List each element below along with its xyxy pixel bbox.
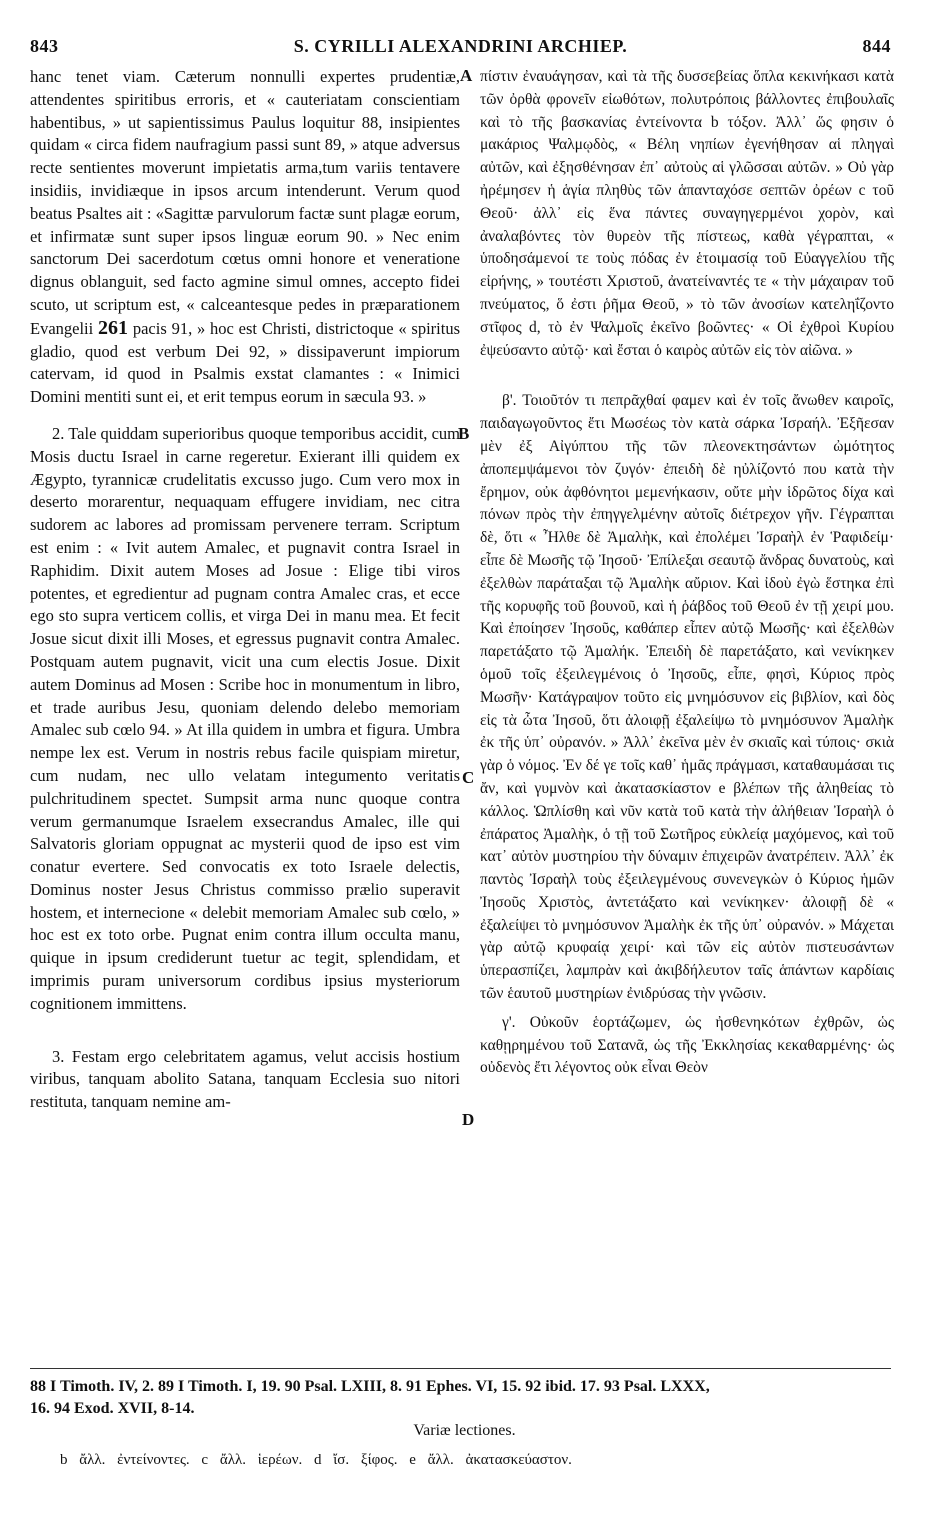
greek-paragraph-2: β'. Τοιοῦτόν τι πεπρᾶχθαί φαμεν καὶ ἐν τοῖς ἄνωθεν καιροῖς, παιδαγωγοῦντος ἔτι Μωσέως τὸν κατὰ σάρκα Ἰσραήλ. Ἐξῆεσαν μὲν ἐξ Αἰγύπτου τῆς τῶν πλεονεκτησάντων ὠμότητος ἀποπεμψάμενοι τὸν ζυγόν· ἐπειδὴ δὲ ηὐλίζοντό που κατὰ τὴν ἔρημον, οὐκ ἀφθόνητοι μεμενήκασιν, οὔτε μὴν ἱδρῶτος δίχα καὶ πόνων πρὸς τὴν ἐπηγγελμένην αὐτοῖς διέτρεχον γῆν. Γέγραπται δὲ, ὅτι « Ἦλθε δὲ Ἀμαλὴκ, καὶ ἐπολέμει Ἰσραὴλ ἐν Ῥαφιδείμ· εἶπε δὲ Μωσῆς τῷ Ἰησοῦ· Ἐπίλεξαι σεαυτῷ ἄνδρας δυνατοὺς, καὶ ἐξελθὼν παράταξαι τῷ Ἀμαλὴκ αὔριον. Καὶ ἰδοὺ ἐγὼ ἕστηκα ἐπὶ τῆς κορυφῆς τοῦ βουνοῦ, καὶ ἡ ῥάβδος τοῦ Θεοῦ ἐν τῇ χειρί μου. Καὶ ἐποίησεν Ἰησοῦς, καθάπερ εἶπεν αὐτῷ Μωσῆς· καὶ ἐξελθὼν παρετάξατο τῷ Ἀμαλήκ. Ἐπειδὴ δὲ παρετάξατο, καὶ νενίκηκεν ὁμοῦ τοῖς ἐξειλεγμένοις ὁ Ἰησοῦς, εἶπε, φησὶ, Κύριος πρὸς Μωσῆν· Κατάγραψον τοῦτο εἰς μνημόσυνον εἰς βιβλίον, καὶ δὸς εἰς τὰ ὦτα Ἰησοῦ, ὅτι ἀλοιφῇ ἐξαλείψω τὸ μνημόσυνον Ἀμαλὴκ ἐκ τῆς ὑπ᾽ οὐρανόν. » Ἀλλ᾽ ἐκεῖνα μὲν ἐν σκιαῖς καὶ τύποις· σκιὰ γὰρ ὁ νόμος. Ἐν δέ γε τοῖς καθ᾽ ἡμᾶς πράγμασι, καταθαυμάσαι τις ἄν, καὶ γυμνὸν καὶ ἀκατασκίαστον e βλέπων τῆς ἀληθείας τὸ κάλλος. Ὡπλίσθη καὶ νῦν κατὰ τοῦ κατὰ τὴν ἀλήθειαν Ἰσραὴλ ὁ ἐπάρατος Ἀμαλὴκ, ὁ τῇ τοῦ Σωτῆρος εὐκλείᾳ μαχόμενος, καὶ τοῦ κατ᾽ αὐτὸν μυστηρίου τὴν δύναμιν ἐπιχειρῶν ἀνατρέπειν. Ἀλλ᾽ ἐκ παντὸς Ἰσραὴλ τοὺς ἐξειλεγμένους συνενεγκὼν ὁ Κύριος ἡμῶν Ἰησοῦς Χριστὸς, ἀντετάξατο καὶ νενίκηκεν· ἀλοιφῇ δὲ « ἐξαλείψει τὸ μνημόσυνον Ἀμαλὴκ ἐκ τῆς ὑπ᾽ οὐρανόν. » Μάχεται γὰρ αὐτῷ κρυφαίᾳ χειρί· καὶ τῶν εἰς αὐτὸν πιστευσάντων ὑπερασπίζει, λαμπρὰν καὶ ἀκιβδήλευτον ταῖς ἁπάντων καρδίαις τῶν ἑαυτοῦ μυστηρίων ἐνιδρύσας τὴν γνῶσιν.: [480, 392, 894, 1003]
latin-paragraph-1-continuation: pacis 91, » hoc est Christi, districtoque « spiritus gladio, quod est verbum Dei 92, » dissipaverunt impiorum catervam, id quod in Psalmis exstat clamantes : « Inimici Domini mentiti sunt ei, et erit tempus eorum in sæcula 93. »: [30, 318, 461, 407]
running-title: S. CYRILLI ALEXANDRINI ARCHIEP.: [293, 36, 628, 56]
greek-paragraph-1: πίστιν ἐναυάγησαν, καὶ τὰ τῆς δυσσεβείας ὅπλα κεκινήκασι κατὰ τῶν ὀρθὰ φρονεῖν εἰωθότων, πολυτρόποις βάλλοντες ἐπιβουλαῖς καὶ τὸ τῆς βασκανίας ἐντείνοντα b τόξον. Ἀλλ᾽ ὥς φησιν ὁ μακάριος Ψαλμῳδὸς, « Βέλη νηπίων ἐγενήθησαν αἱ πληγαὶ αὐτῶν, καὶ ἐξησθένησαν ἐπ᾽ αὐτοὺς αἱ γλῶσσαι αὐτῶν. » Οὐ γὰρ ἠρέμησεν ἡ ἁγία πληθὺς τῶν ἁπανταχόσε σεπτῶν ὀρέων c τοῦ Θεοῦ· ἀλλ᾽ εἰς ἕνα πάντες συναγηγερμένοι χορὸν, καὶ ἀναλαβόντες τὸν θυρεὸν τῆς πίστεως, καθὰ γέγραπται, « ὑποδησάμενοί τε τοὺς πόδας ἐν ἑτοιμασίᾳ τοῦ Εὐαγγελίου τῆς εἰρήνης, » τουτέστι Χριστοῦ, ἀνατείναντές τε « τὴν μάχαιραν τοῦ πνεύματος, ὅ ἐστι ῥῆμα Θεοῦ, » τὸ τῶν ἀνοσίων κατεληΐζοντο στῖφος d, τὸ ἐν Ψαλμοῖς ἐκεῖνο βοῶντες· « Οἱ ἐχθροὶ Κυρίου ἐψεύσαντο αὐτῷ· καὶ ἔσται ὁ καιρὸς αὐτῶν εἰς τὸν αἰῶνα. »: [480, 68, 894, 359]
page-number-left: 843: [30, 36, 59, 56]
footnotes: [30, 1376, 891, 1420]
variae-lectiones-line: b ἄλλ. ἐντείνοντες. c ἄλλ. ἱερέων. d ἴσ. ξίφος. e ἄλλ. ἀκατασκεύαστον.: [60, 1452, 572, 1468]
page-number-right: 844: [862, 36, 891, 56]
greek-paragraph-3: γ'. Οὐκοῦν ἑορτάζωμεν, ὡς ἠσθενηκότων ἐχθρῶν, ὡς καθῃρημένου τοῦ Σατανᾶ, ὡς τῆς Ἐκκλησίας κεκαθαρμένης· ὡς οὐδενὸς ἔτι λέγοντος οὐκ εἶναι Θεὸν: [480, 1013, 894, 1077]
footnote-line-1: 88 I Timoth. IV, 2. 89 I Timoth. I, 19. 90 Psal. LXIII, 8. 91 Ephes. VI, 15. 92 ibid. 17. 93 Psal. LXXX,: [30, 1378, 710, 1395]
footnote-line-2: 16. 94 Exod. XVII, 8-14.: [30, 1400, 195, 1417]
latin-paragraph-1-text: hanc tenet viam. Cæterum nonnulli expertes prudentiæ, attendentes spiritibus erroris, et « cauteriatam conscientiam habentibus, » ut sapientissimus Paulus loquitur 88, insipientes quidam « circa fidem naufragium passi sunt 89, » atque adversus recte sentientes moverunt impietatis arma,tum variis tentavere insidiis, invidiæque in ipsos arcum intenderunt. Verum quod beatus Psaltes ait : «Sagittæ parvulorum factæ sunt plagæ eorum, et infirmatæ sunt super ipsos linguæ eorum 90. » Nec enim sanctorum Dei sacerdotum cœtus omni honore et veneratione dignus oblanguit, sed facto agmine simul omnes, accepto fidei scuto, ut scriptum est, « calceantesque pedes in præparationem Evangelii: [30, 67, 460, 338]
variae-lectiones-title: Variæ lectiones.: [413, 1422, 516, 1439]
margin-letter-a: A: [460, 66, 473, 85]
margin-letter-b: B: [458, 424, 470, 443]
latin-paragraph-3: 3. Festam ergo celebritatem agamus, velut accisis hostium viribus, tanquam abolito Satana, tanquam Ecclesia suo nitori restituta, tanquam nemine am-: [30, 1046, 460, 1112]
latin-paragraph-2: 2. Tale quiddam superioribus quoque temporibus accidit, cum Mosis ductu Israel in carne regeretur. Exierant illi quidem ex Ægypto, tyrannicæ crudelitatis excusso jugo. Cum vero mox in deserto morarentur, nequaquam effugere invidiam, nec citra sudorem ac labores ad promissam pervenere terram. Scriptum est enim : « Ivit autem Amalec, et pugnavit contra Israel in Raphidim. Dixit autem Moses ad Josue : Elige tibi viros potentes, et egredientur ad pugnam contra Amalec cras, et ecce ego sto supra verticem collis, et virga Dei in manu mea. Et fecit Josue sicut dixit illi Moses, et egressus pugnavit contra Amalec. Postquam autem pugnavit, vicit una cum electis Josue. Dixit autem Dominus ad Mosen : Scribe hoc in monumentum in libro, et trade auribus Jesu, quoniam delendo delebo memoriam Amalec sub cœlo 94. » At illa quidem in umbra et figura. Umbra nempe lex est. Verum in nostris rebus facile quispiam miretur, cum nudam, nec ullo velatam integumento veritatis pulchritudinem spectet. Sumpsit arma nunc quoque contra verum germanumque Israelem exsecrandus Amalec, ille qui Salvatoris gloriam oppugnat ac mysterii quod de ipso est vim conatur evertere. Sed convocatis ex toto Israele delectis, Dominus noster Jesus Christus commisso prælio superavit hostem, et internecione « delebit memoriam Amalec sub cœlo, » hoc est ex toto orbe. Pugnat enim contra illum occulta manu, quique in ipsum crediderunt tuetur ac tegit, splendidam, et imprimis puram universorum cordibus ipsius mysteriorum cognitionem immittens.: [30, 423, 460, 1013]
latin-paragraph-1: [30, 66, 460, 409]
migne-page-marker: 261: [98, 316, 129, 339]
margin-letter-c: C: [462, 768, 475, 787]
page-header: [30, 36, 891, 64]
margin-letter-d: D: [462, 1110, 475, 1129]
greek-column: [480, 66, 894, 1080]
footnote-divider: [30, 1368, 891, 1369]
latin-column: [30, 66, 460, 1114]
